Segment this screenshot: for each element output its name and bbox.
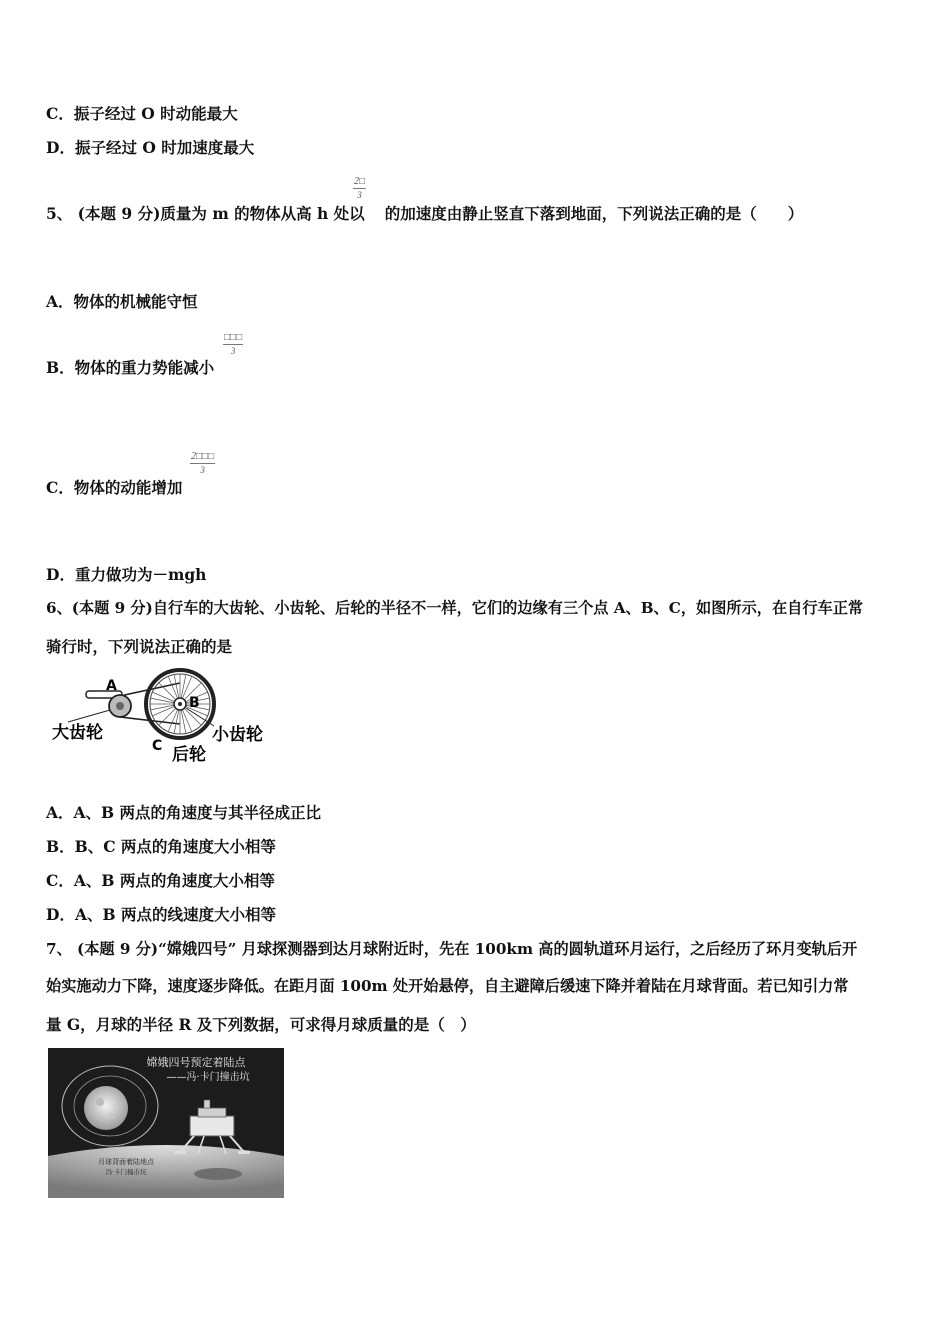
- bicycle-gear-figure: [48, 664, 278, 770]
- point-a-label: A: [106, 678, 117, 694]
- q5-option-b-fraction-numerator: □□□: [224, 332, 243, 343]
- q5-option-c: C．物体的动能增加: [46, 478, 183, 497]
- q7-stem-line2: 始实施动力下降，速度逐步降低。在距月面 100m 处开始悬停，自主避障后缓速下降并着陆在月球背面。若已知引力常: [46, 977, 849, 995]
- q4-option-d: D．振子经过 O 时加速度最大: [46, 138, 255, 157]
- q4-option-c: C．振子经过 O 时动能最大: [46, 104, 238, 123]
- small-gear-label: 小齿轮: [212, 725, 263, 745]
- moon-shape: [84, 1086, 128, 1130]
- q5-option-c-fraction-denominator: 3: [200, 465, 205, 475]
- q5-fraction-numerator: 2□: [354, 176, 366, 187]
- q7-stem-line1: 7、 (本题 9 分)“嫦娥四号” 月球探测器到达月球附近时，先在 100km 高的圆轨道环月运行，之后经历了环月变轨后开: [46, 940, 858, 958]
- q5-option-b-fraction: [223, 332, 243, 357]
- photo-caption-line1: 月球背面着陆地点: [98, 1158, 154, 1166]
- q5-option-a: A．物体的机械能守恒: [46, 292, 198, 311]
- big-gear-leader-line: [68, 710, 110, 722]
- big-gear-label: 大齿轮: [52, 723, 103, 743]
- small-gear-hub: [178, 702, 182, 706]
- q5-option-c-fraction-numerator: 2□□□: [191, 451, 215, 462]
- q5-fraction-denominator: 3: [357, 190, 362, 200]
- moon-crater-1: [96, 1098, 104, 1106]
- q6-stem-line2: 骑行时，下列说法正确的是: [46, 637, 233, 656]
- point-b-label: B: [189, 695, 200, 711]
- q6-option-a: A．A、B 两点的角速度与其半径成正比: [46, 803, 322, 822]
- point-c-label: C: [152, 738, 163, 754]
- q5-fraction: [353, 176, 366, 201]
- q5-option-b: B．物体的重力势能减小: [46, 358, 215, 377]
- q5-option-d: D．重力做功为－mgh: [46, 565, 207, 584]
- q5-stem-after: 的加速度由静止竖直下落到地面，下列说法正确的是（ ）: [384, 204, 804, 223]
- moon-crater-2: [109, 1113, 115, 1119]
- change4-photo: [48, 1048, 284, 1198]
- q5-option-b-fraction-denominator: 3: [230, 346, 236, 356]
- q5-stem: [46, 202, 803, 224]
- q5-option-c-fraction: [190, 451, 215, 476]
- q6-option-d: D．A、B 两点的线速度大小相等: [46, 905, 276, 924]
- q7-stem-line3: 量 G，月球的半径 R 及下列数据，可求得月球质量的是（ ）: [46, 1015, 476, 1034]
- photo-title-line1: 嫦娥四号预定着陆点: [146, 1056, 246, 1069]
- big-gear-hub: [116, 702, 124, 710]
- q5-stem-before: 5、 (本题 9 分)质量为 m 的物体从高 h 处以: [46, 204, 365, 223]
- photo-caption-line2: 冯·卡门撞击坑: [105, 1168, 147, 1176]
- rear-wheel-label: 后轮: [172, 745, 206, 765]
- surface-crater: [194, 1168, 242, 1180]
- q6-option-c: C．A、B 两点的角速度大小相等: [46, 871, 275, 890]
- q6-stem-line1: 6、(本题 9 分)自行车的大齿轮、小齿轮、后轮的半径不一样，它们的边缘有三个点 A、B、C，如图所示，在自行车正常: [46, 599, 864, 617]
- photo-title-line2: ——冯·卡门撞击坑: [166, 1072, 250, 1083]
- q6-option-b: B．B、C 两点的角速度大小相等: [46, 837, 276, 856]
